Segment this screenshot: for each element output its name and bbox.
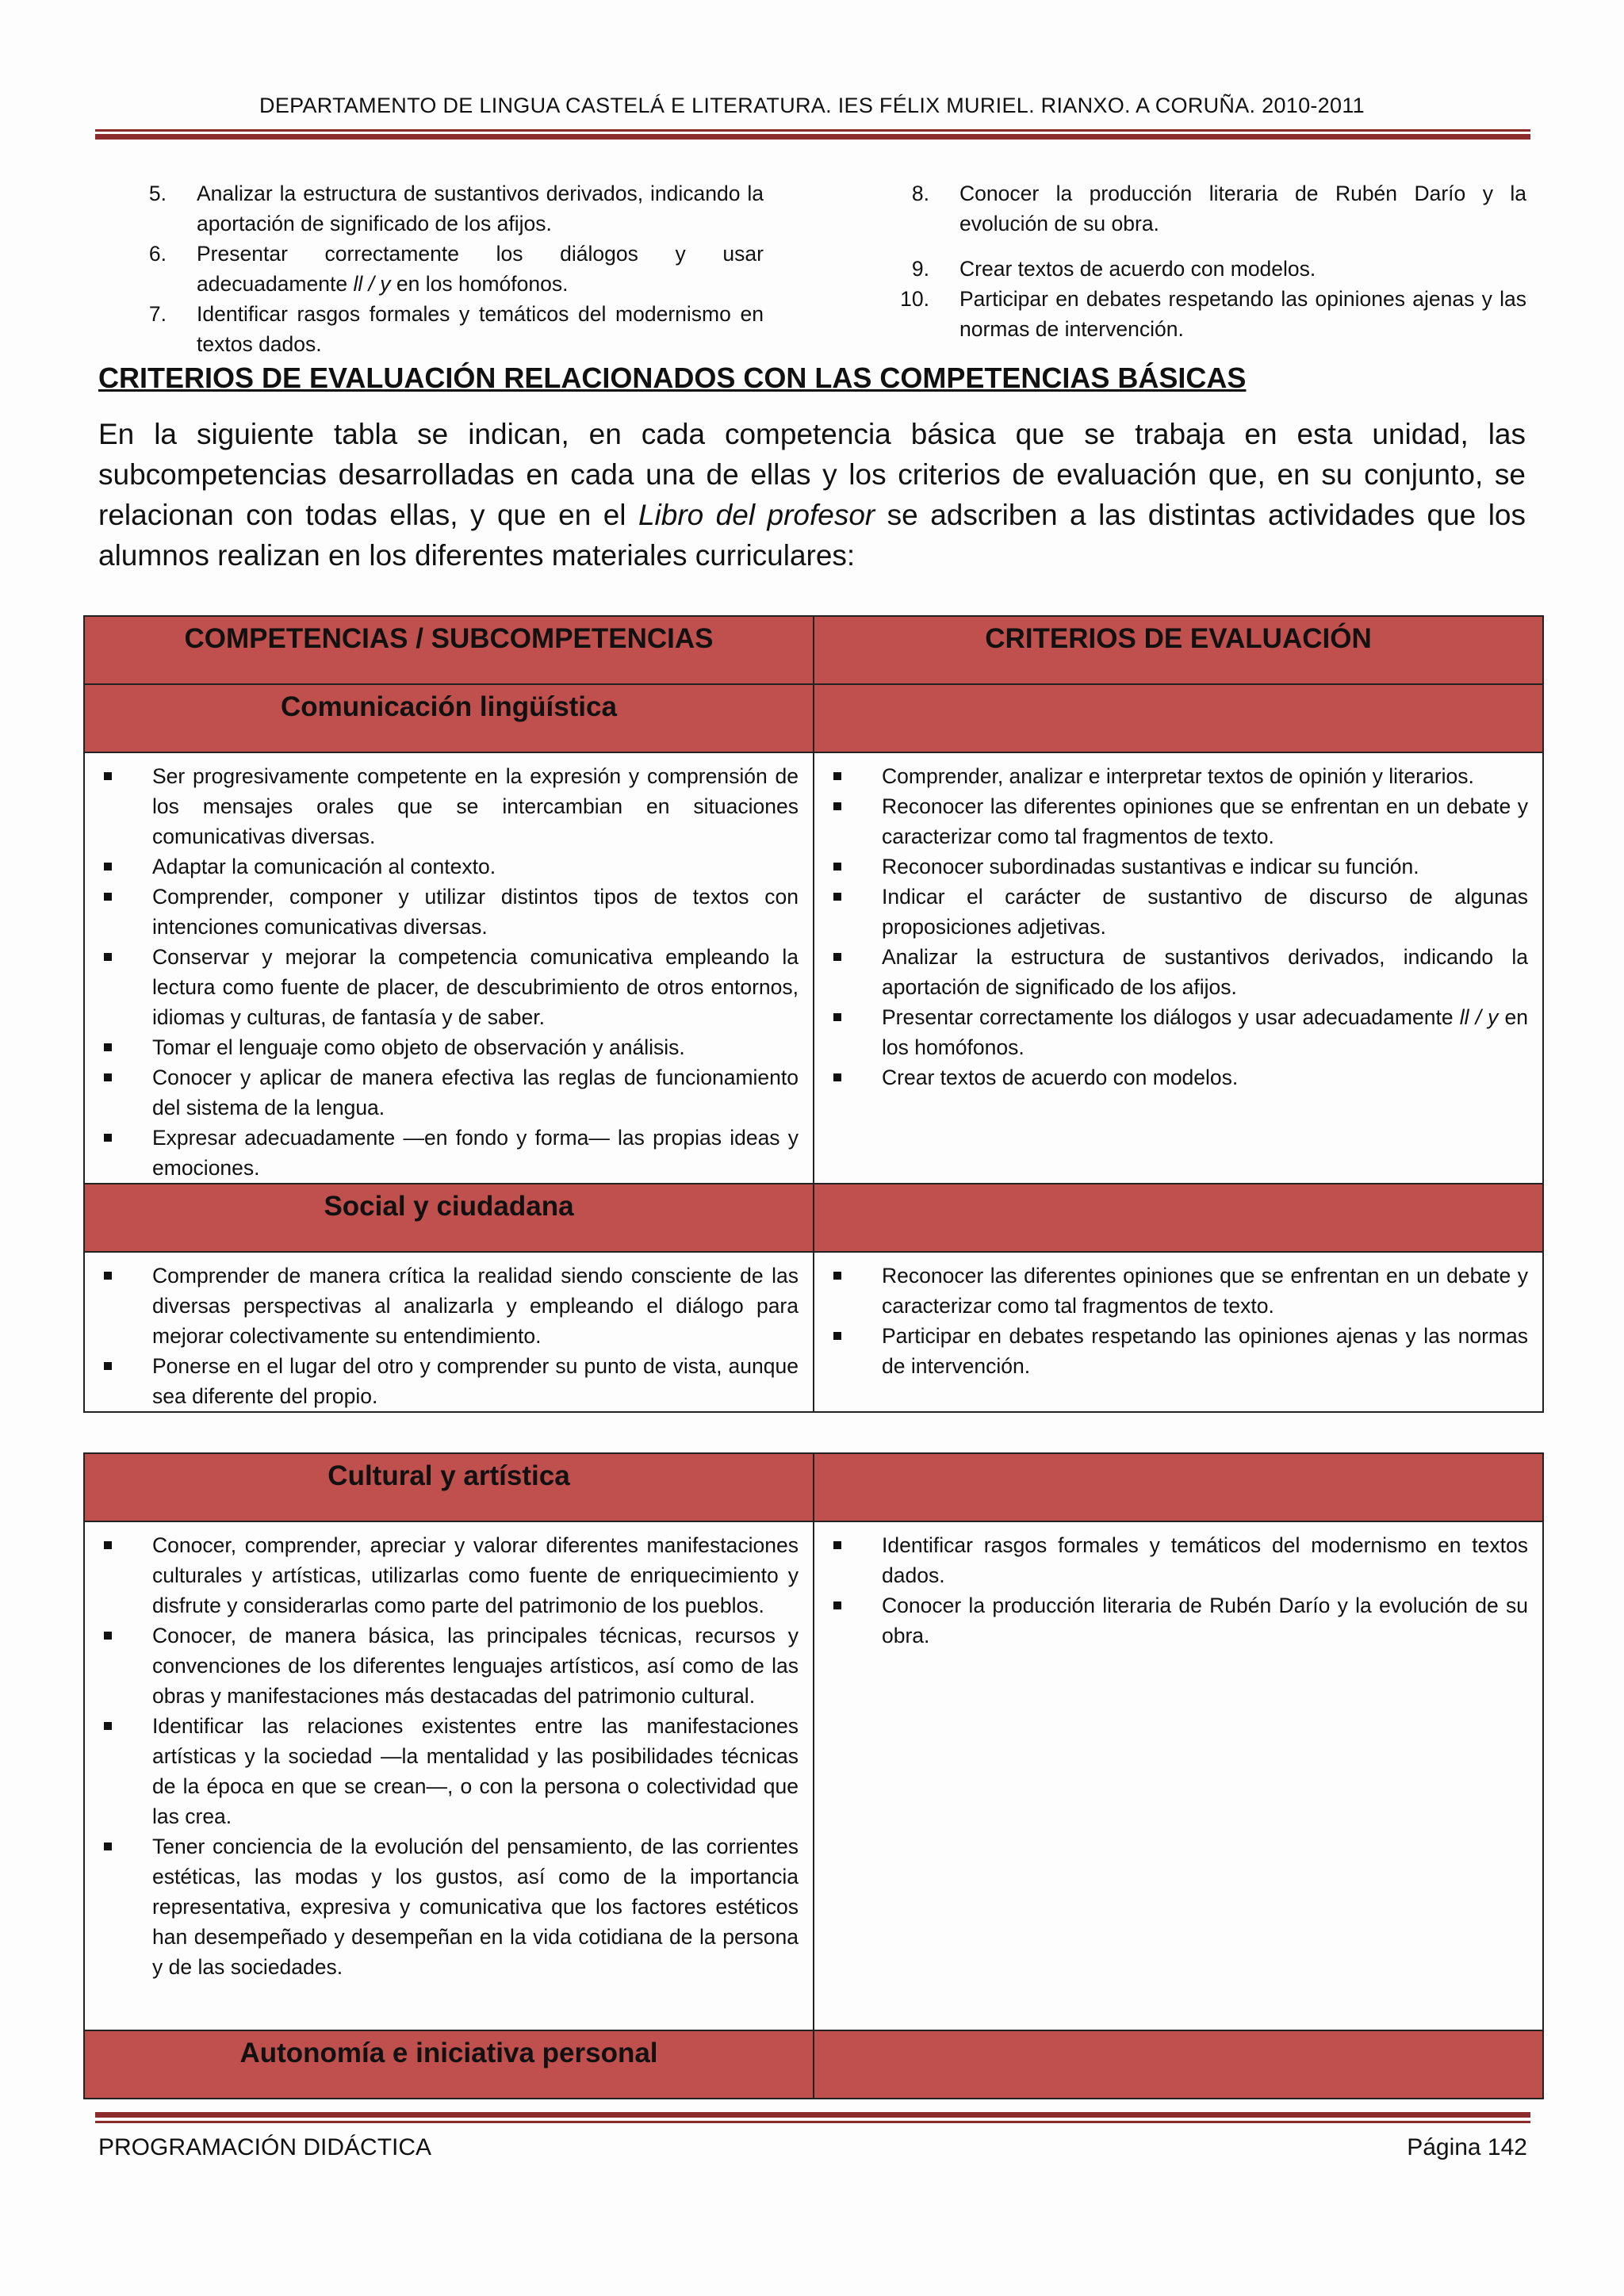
list-item: Conocer y aplicar de manera efectiva las reglas de funcionamiento del sistema de la lengua. — [99, 1062, 799, 1123]
footer-rule-thick — [95, 2112, 1530, 2118]
list-item: Presentar correctamente los diálogos y usar adecuadamente ll / y en los homófonos. — [829, 1002, 1528, 1062]
list-item: Ser progresivamente competente en la expresión y comprensión de los mensajes orales que se intercambian en situaciones comunicativas diversas. — [99, 761, 799, 851]
criterios-cell — [814, 752, 1543, 1184]
list-item: Adaptar la comunicación al contexto. — [99, 851, 799, 882]
subcompetencias-cell — [84, 752, 814, 1184]
criterios-cell — [814, 1252, 1543, 1412]
page-number: Página 142 — [1407, 2134, 1527, 2160]
list-item: Comprender, componer y utilizar distintos tipos de textos con intenciones comunicativas diversas. — [99, 882, 799, 942]
list-item: Comprender, analizar e interpretar textos de opinión y literarios. — [829, 761, 1528, 791]
intro-paragraph: En la siguiente tabla se indican, en cada competencia básica que se trabaja en esta unidad, las subcompetencias desarrolladas en cada una de ellas y los criterios de evaluación que, en su conjunto, se relacionan con todas ellas, y que en el Libro del profesor se adscriben a las distintas actividades que los alumnos realizan en los diferentes materiales curriculares: — [98, 418, 1526, 572]
section-title: CRITERIOS DE EVALUACIÓN RELACIONADOS CON LAS COMPETENCIAS BÁSICAS — [98, 362, 1247, 394]
list-item: Conocer, comprender, apreciar y valorar diferentes manifestaciones culturales y artísticas, utilizarlas como fuente de enriquecimiento y disfrute y considerarlas como parte del patrimonio de los pueblos. — [99, 1530, 799, 1621]
competence-title-cell: Social y ciudadana — [84, 1184, 814, 1252]
list-item: Participar en debates respetando las opiniones ajenas y las normas de intervención. — [829, 1321, 1528, 1381]
list-item: Indicar el carácter de sustantivo de discurso de algunas proposiciones adjetivas. — [829, 882, 1528, 942]
list-item: Tomar el lenguaje como objeto de observación y análisis. — [99, 1032, 799, 1062]
competence-title-cell — [814, 2030, 1543, 2099]
list-item: Tener conciencia de la evolución del pensamiento, de las corrientes estéticas, las modas y los gustos, así como de la importancia representativa, expresiva y comunicativa que los factores estéticos han desempeñado y desempeñan en la vida cotidiana de la persona y de las sociedades. — [99, 1831, 799, 1982]
list-item: Conservar y mejorar la competencia comunicativa empleando la lectura como fuente de placer, de descubrimiento de otros entornos, idiomas y culturas, de fantasía y de saber. — [99, 942, 799, 1032]
list-item: Crear textos de acuerdo con modelos. — [829, 1062, 1528, 1093]
competence-title-cell: Autonomía e iniciativa personal — [84, 2030, 814, 2099]
competence-title-cell: Cultural y artística — [84, 1453, 814, 1521]
list-item: Analizar la estructura de sustantivos derivados, indicando la aportación de significado de los afijos. — [829, 942, 1528, 1002]
header-rule — [95, 129, 1530, 132]
list-item: Expresar adecuadamente —en fondo y forma— las propias ideas y emociones. — [99, 1123, 799, 1183]
list-item: Reconocer subordinadas sustantivas e indicar su función. — [829, 851, 1528, 882]
footer-rule — [95, 2121, 1530, 2123]
competence-title-cell: Comunicación lingüística — [84, 684, 814, 752]
competence-title-cell — [814, 1453, 1543, 1521]
criterios-cell — [814, 1521, 1543, 2030]
header-rule-thick — [95, 134, 1530, 140]
competence-title-cell — [814, 1184, 1543, 1252]
list-item: Identificar las relaciones existentes entre las manifestaciones artísticas y la sociedad —la mentalidad y las posibilidades técnicas de la época en que se crean—, o con la persona o colectividad que las crea. — [99, 1711, 799, 1831]
list-item: Comprender de manera crítica la realidad siendo consciente de las diversas perspectivas al analizarla y empleando el diálogo para mejorar colectivamente su entendimiento. — [99, 1261, 799, 1351]
list-item: Ponerse en el lugar del otro y comprender su punto de vista, aunque sea diferente del propio. — [99, 1351, 799, 1411]
table-header-cell: CRITERIOS DE EVALUACIÓN — [814, 616, 1543, 684]
footer-title: PROGRAMACIÓN DIDÁCTICA — [98, 2134, 432, 2160]
list-item: Conocer, de manera básica, las principales técnicas, recursos y convenciones de los diferentes lenguajes artísticos, así como de las obras y manifestaciones más destacadas del patrimonio cultural. — [99, 1621, 799, 1711]
table-header-cell: COMPETENCIAS / SUBCOMPETENCIAS — [84, 616, 814, 684]
competence-title-cell — [814, 684, 1543, 752]
competencias-table-continued — [83, 1452, 1544, 2099]
subcompetencias-cell — [84, 1252, 814, 1412]
competencias-table — [83, 615, 1544, 1413]
list-item: Reconocer las diferentes opiniones que se enfrentan en un debate y caracterizar como tal fragmentos de texto. — [829, 791, 1528, 851]
page-header: DEPARTAMENTO DE LINGUA CASTELÁ E LITERATURA. IES FÉLIX MURIEL. RIANXO. A CORUÑA. 2010-2011 — [259, 94, 1365, 117]
list-item: Conocer la producción literaria de Rubén Darío y la evolución de su obra. — [829, 1590, 1528, 1651]
list-item: Reconocer las diferentes opiniones que se enfrentan en un debate y caracterizar como tal fragmentos de texto. — [829, 1261, 1528, 1321]
subcompetencias-cell — [84, 1521, 814, 2030]
list-item: Identificar rasgos formales y temáticos del modernismo en textos dados. — [829, 1530, 1528, 1590]
